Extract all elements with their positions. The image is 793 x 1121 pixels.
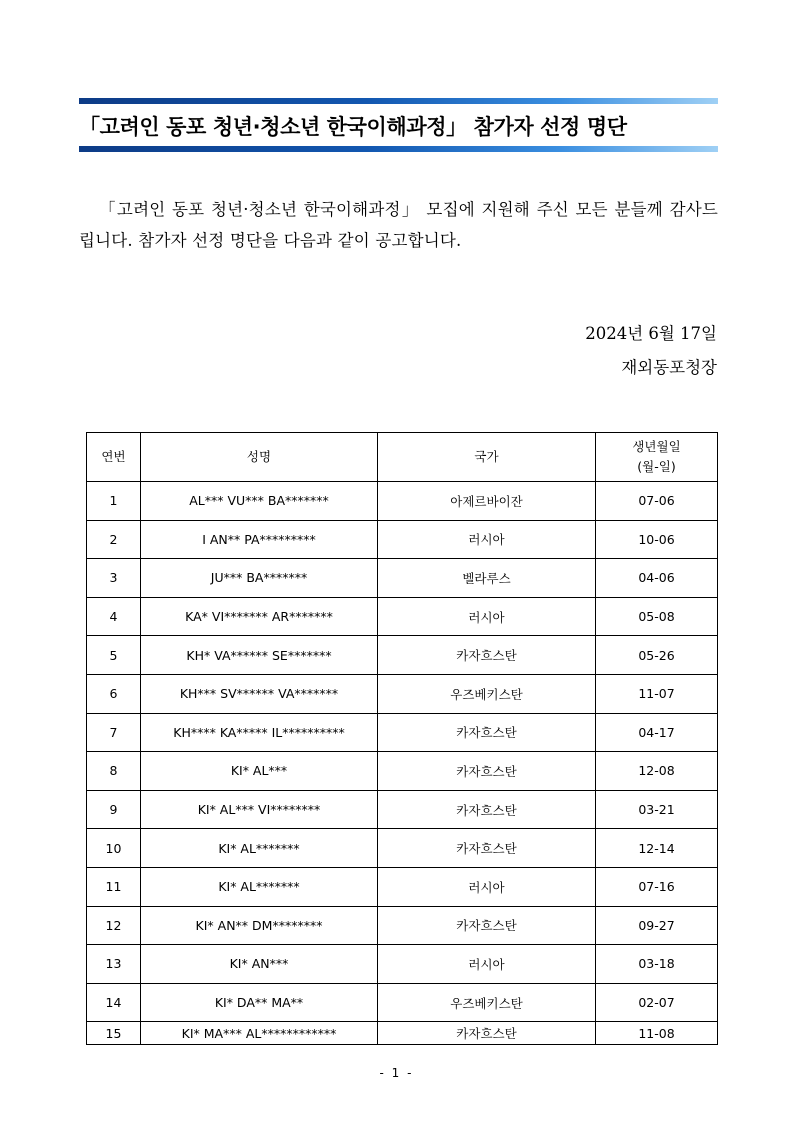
cell-birth: 03-18: [596, 945, 718, 984]
cell-no: 3: [87, 559, 141, 598]
cell-birth: 04-17: [596, 713, 718, 752]
cell-no: 6: [87, 674, 141, 713]
title-top-rule: [79, 98, 718, 104]
title-bottom-rule: [79, 146, 718, 152]
cell-country: 러시아: [378, 597, 596, 636]
cell-country: 러시아: [378, 867, 596, 906]
cell-country: 우즈베키스탄: [378, 983, 596, 1022]
header-birth-line1: 생년월일: [632, 439, 681, 454]
table-row: [87, 983, 718, 1022]
table-row: [87, 674, 718, 713]
table-header-row: [87, 433, 718, 482]
header-no: 연번: [87, 433, 141, 482]
table-row: [87, 559, 718, 598]
cell-no: 11: [87, 867, 141, 906]
cell-birth: 11-08: [596, 1022, 718, 1045]
table-row: [87, 906, 718, 945]
intro-paragraph: 「고려인 동포 청년·청소년 한국이해과정」 모집에 지원해 주신 모든 분들께 감사드립니다. 참가자 선정 명단을 다음과 같이 공고합니다.: [79, 200, 718, 250]
participant-table: [86, 432, 718, 1045]
cell-birth: 04-06: [596, 559, 718, 598]
cell-name: KI* AN***: [141, 945, 378, 984]
cell-no: 1: [87, 482, 141, 521]
header-birth: [596, 433, 718, 482]
cell-name: KI* AL*** VI********: [141, 790, 378, 829]
cell-name: KH* VA****** SE*******: [141, 636, 378, 675]
page-number: - 1 -: [379, 1066, 414, 1080]
cell-no: 5: [87, 636, 141, 675]
cell-no: 4: [87, 597, 141, 636]
header-birth-line2: (월-일): [637, 459, 676, 474]
cell-birth: 11-07: [596, 674, 718, 713]
cell-country: 러시아: [378, 520, 596, 559]
cell-birth: 05-08: [596, 597, 718, 636]
table-row: [87, 867, 718, 906]
cell-no: 9: [87, 790, 141, 829]
cell-name: I AN** PA*********: [141, 520, 378, 559]
cell-name: KI* AL*******: [141, 829, 378, 868]
cell-birth: 05-26: [596, 636, 718, 675]
cell-name: KH**** KA***** IL**********: [141, 713, 378, 752]
table-row: [87, 482, 718, 521]
cell-country: 카자흐스탄: [378, 1022, 596, 1045]
cell-birth: 09-27: [596, 906, 718, 945]
header-name: 성명: [141, 433, 378, 482]
header-country: 국가: [378, 433, 596, 482]
cell-no: 10: [87, 829, 141, 868]
cell-country: 카자흐스탄: [378, 829, 596, 868]
cell-country: 카자흐스탄: [378, 790, 596, 829]
cell-country: 카자흐스탄: [378, 713, 596, 752]
cell-name: KI* AL*******: [141, 867, 378, 906]
table-row: [87, 713, 718, 752]
cell-birth: 07-06: [596, 482, 718, 521]
cell-country: 러시아: [378, 945, 596, 984]
cell-name: KI* AL***: [141, 752, 378, 791]
cell-name: KI* DA** MA**: [141, 983, 378, 1022]
cell-birth: 12-08: [596, 752, 718, 791]
cell-no: 15: [87, 1022, 141, 1045]
cell-birth: 07-16: [596, 867, 718, 906]
table-row: [87, 945, 718, 984]
cell-no: 12: [87, 906, 141, 945]
cell-name: KA* VI******* AR*******: [141, 597, 378, 636]
table-row: [87, 520, 718, 559]
cell-country: 카자흐스탄: [378, 752, 596, 791]
cell-name: KI* AN** DM********: [141, 906, 378, 945]
table-row: [87, 1022, 718, 1045]
cell-name: KI* MA*** AL************: [141, 1022, 378, 1045]
cell-name: AL*** VU*** BA*******: [141, 482, 378, 521]
cell-no: 14: [87, 983, 141, 1022]
cell-no: 8: [87, 752, 141, 791]
cell-country: 아제르바이잔: [378, 482, 596, 521]
table-row: [87, 597, 718, 636]
cell-no: 7: [87, 713, 141, 752]
cell-no: 2: [87, 520, 141, 559]
cell-country: 카자흐스탄: [378, 906, 596, 945]
table-row: [87, 636, 718, 675]
cell-country: 우즈베키스탄: [378, 674, 596, 713]
cell-birth: 03-21: [596, 790, 718, 829]
cell-birth: 12-14: [596, 829, 718, 868]
announcement-date: 2024년 6월 17일: [585, 324, 717, 343]
cell-name: JU*** BA*******: [141, 559, 378, 598]
cell-country: 카자흐스탄: [378, 636, 596, 675]
cell-no: 13: [87, 945, 141, 984]
table-row: [87, 752, 718, 791]
issuing-agency: 재외동포청장: [621, 358, 717, 377]
cell-birth: 10-06: [596, 520, 718, 559]
table-row: [87, 790, 718, 829]
cell-country: 벨라루스: [378, 559, 596, 598]
cell-name: KH*** SV****** VA*******: [141, 674, 378, 713]
cell-birth: 02-07: [596, 983, 718, 1022]
page-title: 「고려인 동포 청년·청소년 한국이해과정」 참가자 선정 명단: [79, 115, 627, 139]
table-row: [87, 829, 718, 868]
